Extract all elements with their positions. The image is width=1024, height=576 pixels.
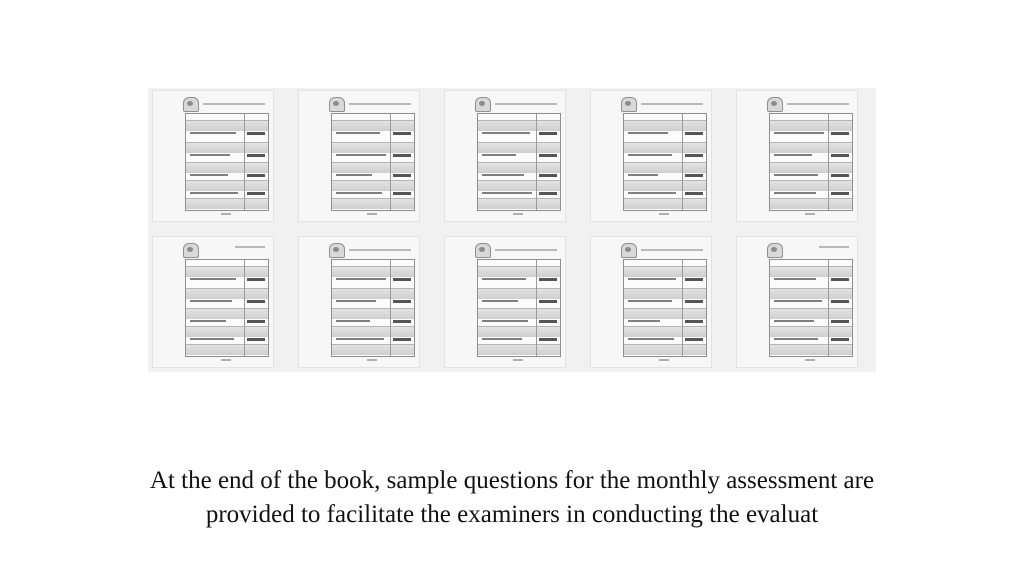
question-table <box>185 113 269 211</box>
question-table <box>477 259 561 357</box>
logo-icon <box>329 97 345 112</box>
pages-row-bottom <box>148 236 876 368</box>
logo-icon <box>767 243 783 258</box>
logo-icon <box>767 97 783 112</box>
caption-line-1: At the end of the book, sample questions for the monthly assessment are <box>149 467 875 494</box>
logo-icon <box>621 243 637 258</box>
question-page <box>298 90 420 222</box>
caption-line-2: provided to facilitate the examiners in conducting the evaluat <box>205 501 819 528</box>
question-table <box>331 113 415 211</box>
logo-icon <box>475 243 491 258</box>
question-page <box>444 90 566 222</box>
question-page <box>590 236 712 368</box>
slide-caption <box>0 464 1024 532</box>
question-page <box>590 90 712 222</box>
question-table <box>623 259 707 357</box>
question-page <box>736 236 858 368</box>
logo-icon <box>329 243 345 258</box>
logo-icon <box>183 243 199 258</box>
question-table <box>623 113 707 211</box>
question-table <box>477 113 561 211</box>
question-page <box>444 236 566 368</box>
logo-icon <box>183 97 199 112</box>
logo-icon <box>475 97 491 112</box>
pages-row-top <box>148 90 876 222</box>
sample-question-pages-image <box>148 88 876 372</box>
question-page <box>152 236 274 368</box>
question-page <box>152 90 274 222</box>
question-table <box>185 259 269 357</box>
logo-icon <box>621 97 637 112</box>
question-page <box>736 90 858 222</box>
question-page <box>298 236 420 368</box>
question-table <box>331 259 415 357</box>
question-table <box>769 113 853 211</box>
question-table <box>769 259 853 357</box>
